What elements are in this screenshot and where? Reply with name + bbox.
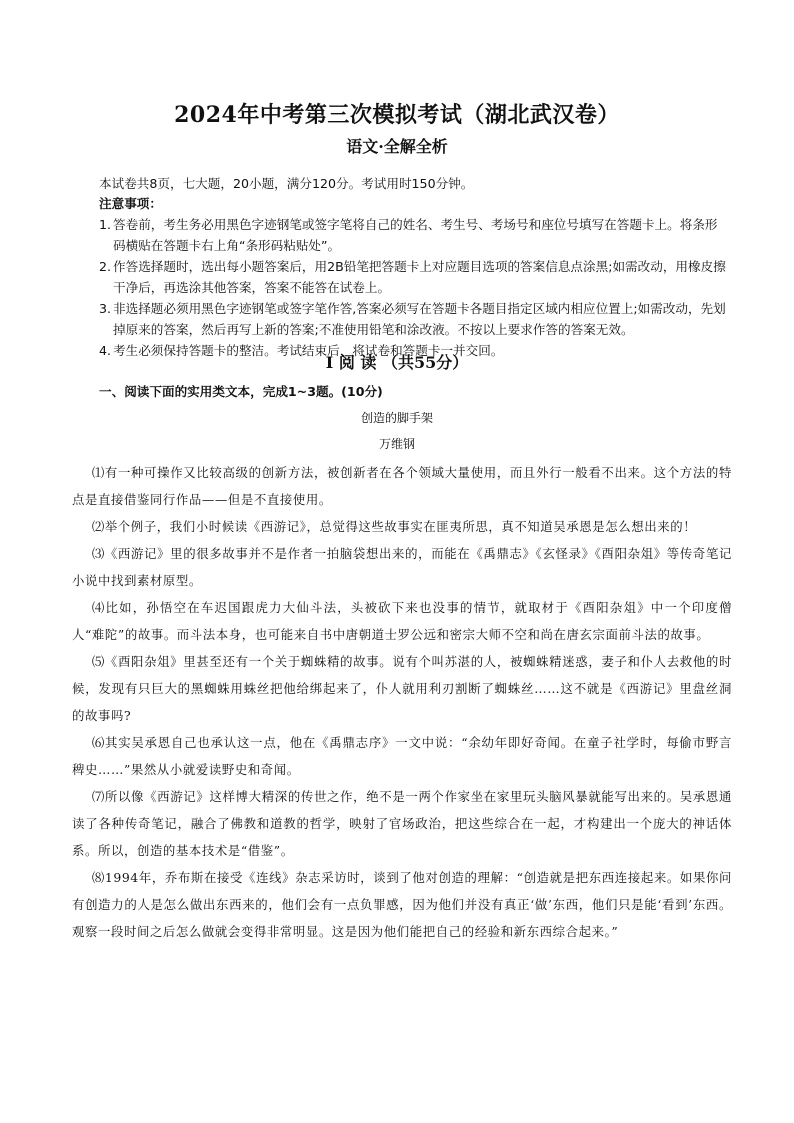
article-paragraph: ⑺所以像《西游记》这样博大精深的传世之作，绝不是一两个作家坐在家里玩头脑风暴就能写出来的。吴承恩通读了各种传奇笔记，融合了佛教和道教的哲学，映射了官场政治，把这些综合在一起，才构建出一个庞大的神话体系。所以，创造的基本技术是“借鉴”。 — [72, 789, 732, 858]
article-paragraph: ⑸《酉阳杂俎》里甚至还有一个关于蜘蛛精的故事。说有个叫苏湛的人，被蜘蛛精迷惑，妻子和仆人去救他的时候，发现有只巨大的黑蜘蛛用蛛丝把他给绑起来了，仆人就用利刃割断了蜘蛛丝……这不就是《西游记》里盘丝洞的故事吗? — [72, 654, 732, 723]
page-subtitle: 语文·全解全析 — [346, 137, 448, 156]
article-body — [72, 459, 732, 945]
article-paragraph: ⑹其实吴承恩自己也承认这一点，他在《禹鼎志序》一文中说：“余幼年即好奇闻。在童子社学时，每偷市野言稗史……”果然从小就爱读野史和奇闻。 — [72, 735, 732, 777]
notice-text: 作答选择题时，选出每小题答案后，用2B铅笔把答题卡上对应题目选项的答案信息点涂黑;如需改动，用橡皮擦干净后，再选涂其他答案，答案不能答在试卷上。 — [113, 259, 726, 295]
article-title: 创造的脚手架 — [360, 411, 433, 425]
article-author: 万维钢 — [378, 437, 415, 451]
notice-number: 3. — [99, 301, 112, 316]
notice-item — [99, 298, 729, 340]
section-heading: I 阅 读 （共55分） — [325, 353, 469, 372]
notice-text: 答卷前，考生务必用黑色字迹钢笔或签字笔将自己的姓名、考生号、考场号和座位号填写在答题卡上。将条形码横贴在答题卡右上角“条形码粘贴处”。 — [113, 217, 718, 253]
article-paragraph: ⑶《西游记》里的很多故事并不是作者一拍脑袋想出来的，而能在《禹鼎志》《玄怪录》《酉阳杂俎》等传奇笔记小说中找到素材原型。 — [72, 546, 732, 588]
notice-title: 注意事项： — [99, 196, 162, 211]
notice-number: 2. — [99, 259, 112, 274]
notice-text: 考生必须保持答题卡的整洁。考试结束后，将试卷和答题卡一并交回。 — [113, 343, 504, 358]
notice-list — [99, 214, 729, 361]
question-heading: 一、阅读下面的实用类文本，完成1~3题。(10分) — [99, 384, 383, 399]
article-paragraph: ⑵举个例子，我们小时候读《西游记》，总觉得这些故事实在匪夷所思，真不知道吴承恩是怎么想出来的！ — [91, 519, 697, 534]
article-paragraph: ⑷比如，孙悟空在车迟国跟虎力大仙斗法，头被砍下来也没事的情节，就取材于《酉阳杂俎》中一个印度僧人“难陀”的故事。而斗法本身，也可能来自书中唐朝道士罗公远和密宗大师不空和尚在唐玄宗面前斗法的故事。 — [72, 600, 732, 642]
notice-item — [99, 256, 729, 298]
article-paragraph: ⑻1994年，乔布斯在接受《连线》杂志采访时，谈到了他对创造的理解：“创造就是把东西连接起来。如果你问有创造力的人是怎么做出东西来的，他们会有一点负罪感，因为他们并没有真正‘做’东西，他们只是能‘看到’东西。观察一段时间之后怎么做就会变得非常明显。这是因为他们能把自己的经验和新东西综合起来。” — [72, 870, 732, 939]
notice-number: 1. — [99, 217, 112, 232]
notice-number: 4. — [99, 343, 112, 358]
notice-text: 非选择题必须用黑色字迹钢笔或签字笔作答,答案必须写在答题卡各题目指定区域内相应位置上;如需改动，先划掉原来的答案，然后再写上新的答案;不准使用铅笔和涂改液。不按以上要求作答的答案无效。 — [113, 301, 726, 337]
page-title: 2024年中考第三次模拟考试（湖北武汉卷） — [174, 102, 620, 128]
article-paragraph: ⑴有一种可操作又比较高级的创新方法，被创新者在各个领域大量使用，而且外行一般看不出来。这个方法的特点是直接借鉴同行作品——但是不直接使用。 — [72, 465, 732, 507]
exam-instructions — [99, 174, 729, 361]
exam-summary: 本试卷共8页，七大题，20小题，满分120分。考试用时150分钟。 — [99, 176, 474, 191]
notice-item — [99, 214, 729, 256]
